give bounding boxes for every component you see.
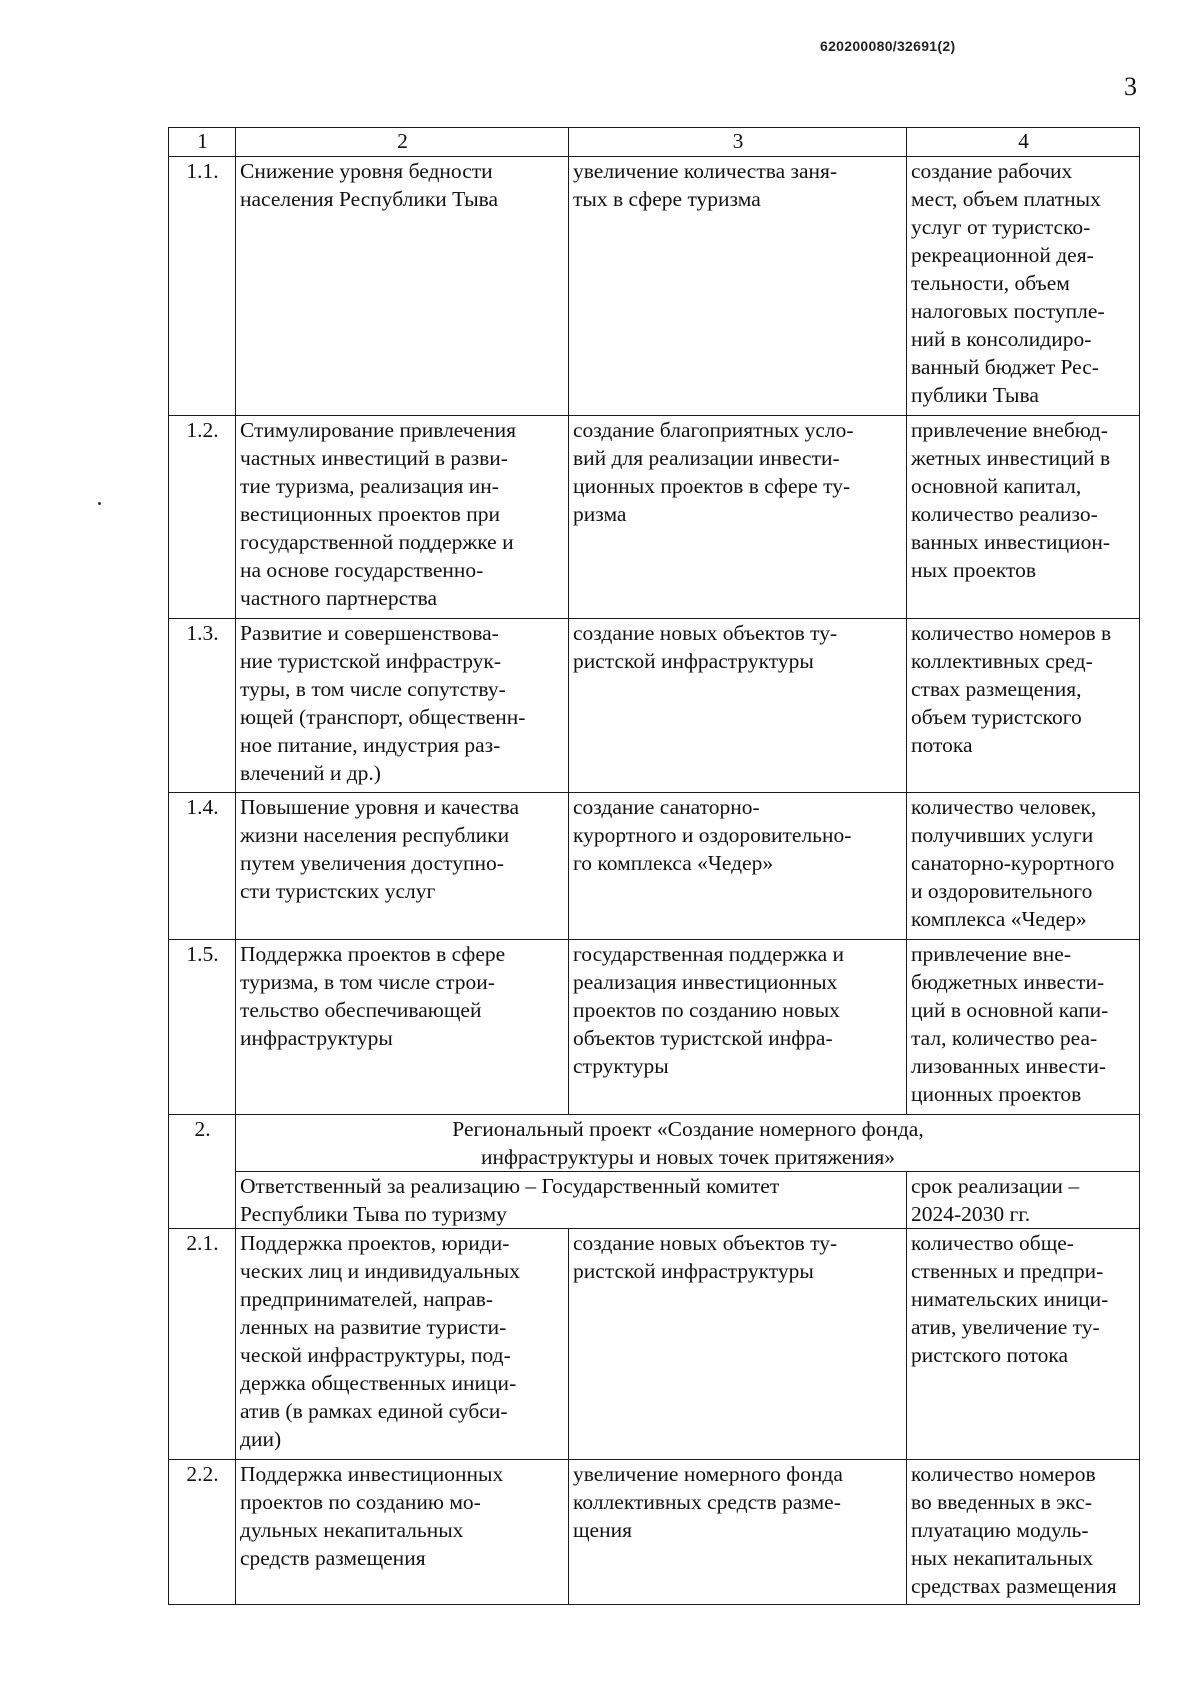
row-number: 1.2. [169, 416, 236, 619]
effect-cell [569, 619, 907, 793]
task-cell [236, 940, 569, 1115]
header-cell-4: 4 [907, 128, 1140, 157]
effect-cell [569, 940, 907, 1115]
indicator-text: создание рабочих мест, объем платных услуг от туристско- рекреационной дея- тельности, объем налоговых поступле- ний в консолидиро- ванный бюджет Рес- публики Тыва [911, 159, 1105, 407]
indicator-cell [907, 1460, 1140, 1605]
indicator-cell [907, 416, 1140, 619]
task-cell [236, 1229, 569, 1460]
indicator-cell [907, 940, 1140, 1115]
table-row [169, 1229, 1140, 1460]
program-table [168, 127, 1140, 1605]
task-cell [236, 1460, 569, 1605]
indicator-text: количество номеров в коллективных сред- ствах размещения, объем туристского потока [911, 621, 1112, 757]
table-row [169, 1460, 1140, 1605]
task-text: Снижение уровня бедности населения Республики Тыва [240, 159, 499, 211]
effect-text: государственная поддержка и реализация инвестиционных проектов по созданию новых объектов туристской инфра- структуры [573, 942, 844, 1078]
effect-cell [569, 1460, 907, 1605]
task-text: Повышение уровня и качества жизни населения республики путем увеличения доступно- сти туристских услуг [240, 795, 519, 903]
task-text: Поддержка проектов, юриди- ческих лиц и индивидуальных предпринимателей, направ- ленных на развитие туристи- ческой инфраструктуры, под- держка общественных иници- атив (в рамках единой субси- дии) [240, 1231, 520, 1451]
section-title: Региональный проект «Создание номерного фонда, инфраструктуры и новых точек притяжения» [452, 1117, 924, 1169]
indicator-text: привлечение вне- бюджетных инвести- ций в основной капи- тал, количество реа- лизованных инвести- ционных проектов [911, 942, 1109, 1106]
indicator-text: количество человек, получивших услуги санаторно-курортного и оздоровительного комплекса «Чедер» [911, 795, 1115, 931]
effect-text: увеличение количества заня- тых в сфере туризма [573, 159, 838, 211]
table-header-row [169, 128, 1140, 157]
responsible-cell [236, 1172, 907, 1229]
indicator-text: привлечение внебюд- жетных инвестиций в основной капитал, количество реализо- ванных инвестицион- ных проектов [911, 418, 1111, 582]
effect-cell [569, 416, 907, 619]
effect-text: создание новых объектов ту- ристской инфраструктуры [573, 1231, 838, 1283]
table-row [169, 793, 1140, 940]
header-cell-2: 2 [236, 128, 569, 157]
section-title-cell [236, 1115, 1140, 1172]
row-number: 1.5. [169, 940, 236, 1115]
term-cell [907, 1172, 1140, 1229]
task-text: Развитие и совершенствова- ние туристской инфраструк- туры, в том числе сопутству- ющей (транспорт, общественн- ное питание, индустрия раз- влечений и др.) [240, 621, 526, 785]
table-row [169, 416, 1140, 619]
document-id: 620200080/32691(2) [820, 38, 956, 54]
task-cell [236, 619, 569, 793]
section-title-row [169, 1115, 1140, 1172]
row-number: 1.1. [169, 157, 236, 416]
table-row [169, 619, 1140, 793]
effect-text: увеличение номерного фонда коллективных средств разме- щения [573, 1462, 843, 1542]
term-text: срок реализации – 2024-2030 гг. [911, 1174, 1080, 1226]
row-number: 1.4. [169, 793, 236, 940]
stray-dot [98, 502, 101, 505]
header-cell-3: 3 [569, 128, 907, 157]
section-responsible-row [169, 1172, 1140, 1229]
indicator-text: количество номеров во введенных в экс- плуатацию модуль- ных некапитальных средствах размещения [911, 1462, 1117, 1598]
table-row [169, 940, 1140, 1115]
header-cell-1: 1 [169, 128, 236, 157]
row-number: 2.2. [169, 1460, 236, 1605]
effect-text: создание новых объектов ту- ристской инфраструктуры [573, 621, 838, 673]
indicator-cell [907, 157, 1140, 416]
indicator-cell [907, 793, 1140, 940]
row-number: 2.1. [169, 1229, 236, 1460]
task-text: Поддержка проектов в сфере туризма, в том числе строи- тельство обеспечивающей инфраструктуры [240, 942, 506, 1050]
task-cell [236, 416, 569, 619]
effect-text: создание благоприятных усло- вий для реализации инвести- ционных проектов в сфере ту- ризма [573, 418, 854, 526]
section-number: 2. [169, 1115, 236, 1229]
task-cell [236, 157, 569, 416]
task-text: Поддержка инвестиционных проектов по созданию мо- дульных некапитальных средств размещения [240, 1462, 504, 1570]
table-row [169, 157, 1140, 416]
effect-cell [569, 793, 907, 940]
task-cell [236, 793, 569, 940]
indicator-text: количество обще- ственных и предпри- нимательских иници- атив, увеличение ту- ристского потока [911, 1231, 1109, 1367]
effect-cell [569, 157, 907, 416]
indicator-cell [907, 1229, 1140, 1460]
effect-text: создание санаторно- курортного и оздоровительно- го комплекса «Чедер» [573, 795, 852, 875]
row-number: 1.3. [169, 619, 236, 793]
page-number: 3 [1124, 72, 1137, 101]
task-text: Стимулирование привлечения частных инвестиций в разви- тие туризма, реализация ин- вестиционных проектов при государственной поддержке и на основе государственно- частного партнерства [240, 418, 517, 610]
responsible-text: Ответственный за реализацию – Государственный комитет Республики Тыва по туризму [240, 1174, 780, 1226]
indicator-cell [907, 619, 1140, 793]
effect-cell [569, 1229, 907, 1460]
